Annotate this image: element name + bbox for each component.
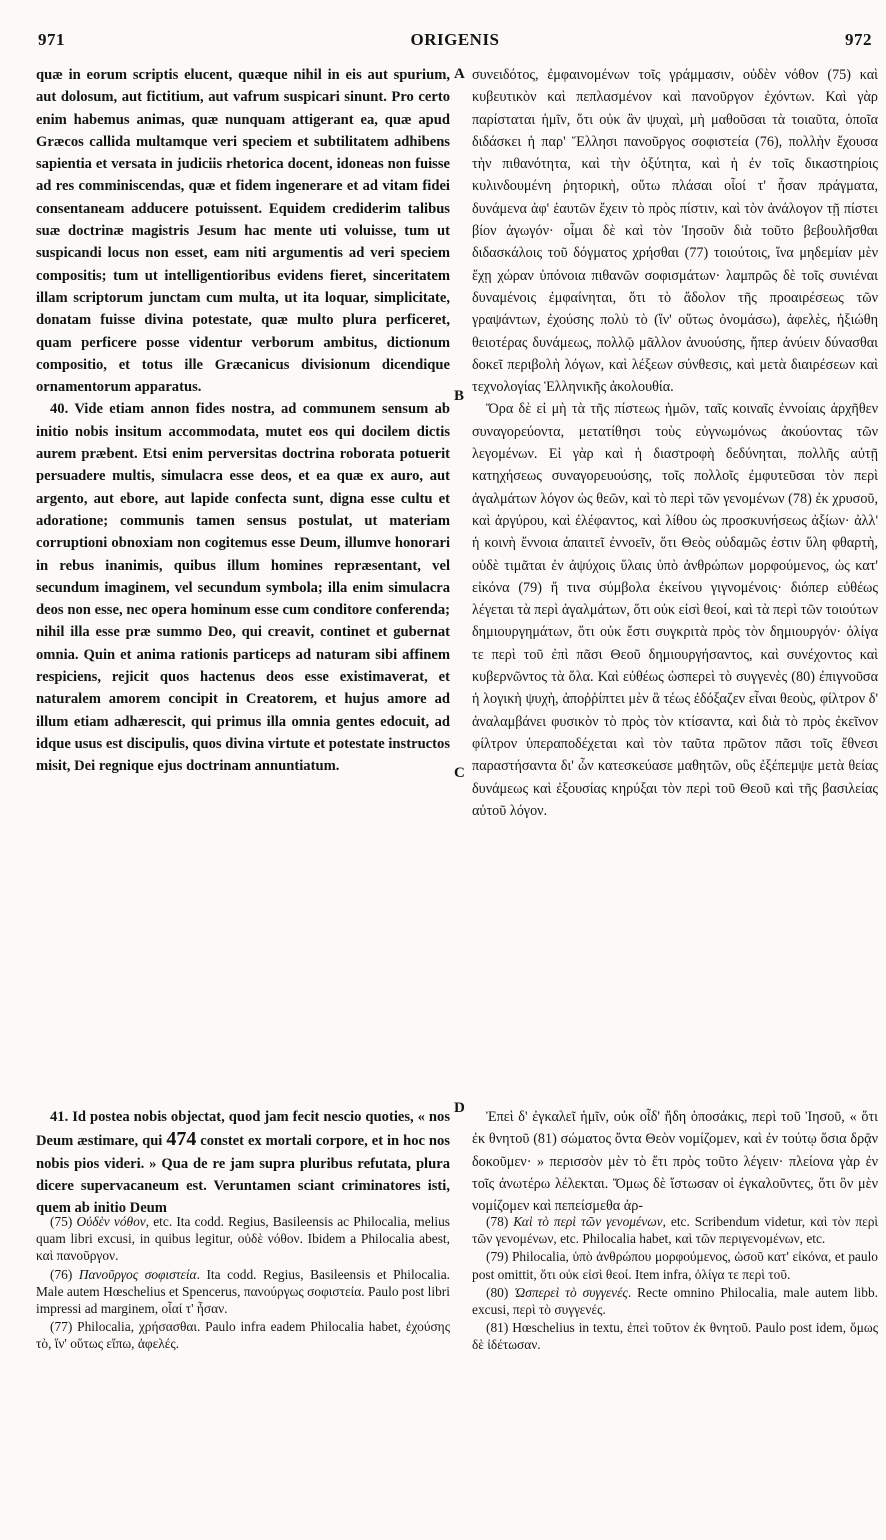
footnote-79: (79) Philocalia, ὑπὸ ἀνθρώπου μορφούμενος, ὡσοῦ κατ' εἰκόνα, et paulo post omittit, ὅτι οὐκ εἰσὶ θεοί. Item infra, ὀλίγα τε περὶ τοῦ. bbox=[472, 1249, 878, 1282]
footnote-78-lemma: Καὶ τὸ περὶ τῶν γενομένων bbox=[513, 1214, 663, 1229]
running-header bbox=[34, 30, 876, 58]
latin-paragraph-41-end: constet ex mortali corpore, et in hoc nos nobis pios videri. » Qua de re jam supra pluribus refutata, plura dicere supervacaneum est. Veruntamen sciant criminatores isti, quem ab initio Deum bbox=[36, 1133, 450, 1217]
section-marker-b: B bbox=[454, 388, 465, 404]
latin-paragraph-40: 40. Vide etiam annon fides nostra, ad communem sensum ab initio nobis insitum accommodata, mutet eos qui docilem dictis aurem præbent. Etsi enim perversitas doctrina roborata potuerit persuadere multis, simulacra esse deos, et ea quæ ex auro, aut argento, aut ebore, aut lapide confecta sunt, digna esse cultu et adoratione; communis tamen sensus postulat, ut materiam corruptioni obnoxiam non cogitemus esse Deum, illumve honorari in rebus inanimis, quibus illum homines repræsentant, vel secundum imaginem, vel secundum symbola; illa enim simulacra deos non esse, nec opera hominum esse cum conditore conferenda; nihil illa esse præ summo Deo, qui creavit, continet et gubernat omnia. Quin et anima rationis particeps ad naturam sibi affinem respiciens, rejicit quos hactenus deos esse existimaverat, et naturalem amorem concipit in Creatorem, et hujus amore ad illum etiam adhærescit, qui primus illa omnia gentes edocuit, ad idque usus est discipulis, quos divina virtute et potestate instructos misit, Dei regnique ejus doctrinam annuntiatum. bbox=[36, 401, 450, 775]
greek-paragraph-1: συνειδότος, ἐμφαινομένων τοῖς γράμμασιν, οὐδὲν νόθον (75) καὶ κυβευτικὸν καὶ πεπλασμένον καὶ πανοῦργον ἐχόντων. Καὶ γὰρ παρίσταται ἡμῖν, ὅτι οὐκ ἂν ψυχαὶ, μὴ μαθοῦσαι τὰ τοιαῦτα, ὁποῖα διδάσκει ἡ παρ' Ἕλλησι πανοῦργος σοφιστεία (76), πολλὴν ἔχουσα τὴν πιθανότητα, καὶ τὴν ὀξύτητα, καὶ ἡ ἐν τοῖς δικαστηρίοις κυλινδουμένη ῥητορικὴ, οὕτω πλάσαι οἷοί τ' ἦσαν πράγματα, δυνάμενα ἀφ' ἑαυτῶν ἔχειν τὸ πρὸς πίστιν, καὶ τὸν ἀνάλογον τῇ πίστει βίον ἀγωγόν· οἶμαι δὲ καὶ τὸν Ἰησοῦν διὰ τοῦτο βεβουλῆσθαι διδασκάλοις τοῦ δόγματος χρήσθαι (77) τοιούτοις, ἵνα μηδεμίαν μὲν ἔχῃ χώραν ὑπόνοια πιθανῶν σοφισμάτων· λαμπρῶς δὲ τοῖς συνιέναι δυναμένοις ἐμφαίνηται, ὅτι τὸ ἄδολον τῆς προαιρέσεως τῶν γραψάντων, ἐχούσης πολὺ τὸ (ἵν' οὕτως ὀνομάσω), ἀφελὲς, ἠξιώθη θειοτέρας δυνάμεως, πολλῷ μᾶλλον ἀνυούσης, ἤπερ ἀνύειν δύνασθαι δοκεῖ περιβολὴ λόγων, καὶ λέξεων σύνθεσις, καὶ μετὰ διαιρέσεων καὶ τεχνολογίας Ἑλληνικῆς ἀκολουθία. bbox=[472, 67, 878, 396]
page-number-left: 971 bbox=[38, 30, 65, 49]
footnote-75: (75) Οὐδὲν νόθον, etc. Ita codd. Regius, Basileensis ac Philocalia, melius quam libri excusi, in quibus legitur, οὐδὲ νόθον. Ibidem a Philocalia abest, καὶ πανοῦργον. bbox=[36, 1214, 450, 1264]
footnotes-left bbox=[36, 1213, 450, 1354]
page-number-right: 972 bbox=[845, 30, 872, 49]
greek-column-section-41 bbox=[472, 1106, 878, 1217]
latin-column-section-41 bbox=[36, 1106, 450, 1219]
footnote-76-lemma: Πανοῦργος σοφιστεία bbox=[78, 1266, 197, 1282]
footnotes-right bbox=[472, 1213, 878, 1355]
greek-paragraph-3: Ἐπεὶ δ' ἐγκαλεῖ ἡμῖν, οὐκ οἶδ' ἤδη ὁποσάκις, περὶ τοῦ Ἰησοῦ, « ὅτι ἐκ θνητοῦ (81) σώματος ὄντα Θεὸν νομίζομεν, καὶ ἐν τούτῳ ὅσια δρᾷν δοκοῦμεν· » περισσὸν μὲν τὸ ἔτι πρὸς τοῦτο λέγειν· πλείονα γὰρ ἐν τοῖς ἀνωτέρω λέλεκται. Ὅμως δὲ ἴστωσαν οἱ ἐγκαλοῦντες, ὅτι ὃν μὲν νομίζομεν καὶ πεπείσμεθα ἀρ- bbox=[472, 1109, 878, 1215]
footnote-78: (78) Καὶ τὸ περὶ τῶν γενομένων, etc. Scribendum videtur, καὶ τὸν περὶ τῶν γενομένων, etc. Philocalia habet, καὶ τῶν περιγενομένων, etc. bbox=[472, 1214, 878, 1247]
footnote-80-lemma: Ὡσπερεὶ τὸ συγγενές bbox=[514, 1284, 628, 1300]
footnote-75-lemma: Οὐδὲν νόθον bbox=[76, 1214, 146, 1229]
footnote-76: (76) Πανοῦργος σοφιστεία. Ita codd. Regius, Basileensis et Philocalia. Male autem Hœschelius et Spencerus, πανούργως σοφιστεία. Paulo post libri impressi ad marginem, οἷαί τ' ἦσαν. bbox=[36, 1266, 450, 1317]
marginal-page-number: 474 bbox=[166, 1128, 197, 1151]
greek-column bbox=[472, 64, 878, 822]
latin-paragraph-41-start: 41. Id postea nobis objectat, quod jam fecit nescio quoties, « nos Deum æstimare, qui bbox=[36, 1109, 450, 1150]
section-marker-a: A bbox=[454, 66, 465, 82]
running-title: ORIGENIS bbox=[410, 30, 500, 49]
latin-paragraph-41 bbox=[36, 1106, 450, 1219]
greek-paragraph-2: Ὅρα δὲ εἰ μὴ τὰ τῆς πίστεως ἡμῶν, ταῖς κοιναῖς ἐννοίαις ἀρχῆθεν συναγορεύοντα, μετατίθησι τοὺς εὐγνωμόνως ἀκούοντας τῶν λεγομένων. Εἰ γὰρ καὶ ἡ διαστροφὴ δεδύνηται, πολλῆς αὐτῇ κατηχήσεως συναγορευούσης, τοῖς πολλοῖς ἐμφυτεῦσαι τὸν περὶ ἀγαλμάτων λόγον ὡς θεῶν, καὶ τὸ περὶ τῶν γενομένων (78) ἐκ χρυσοῦ, καὶ ἀργύρου, καὶ ἐλέφαντος, καὶ λίθου ὡς προσκυνήσεως ἀξίων· ἀλλ' ἡ κοινὴ ἔννοια ἀπαιτεῖ ἐννοεῖν, ὅτι Θεὸς οὐδαμῶς ἐστιν ὕλη φθαρτὴ, οὐδὲ τιμᾶται ἐν ἀψύχοις ὕλαις ὑπὸ ἀνθρώπων μορφούμενος, ὡς κατ' εἰκόνα (79) ἤ τινα σύμβολα ἐκείνου γιγνομένοις· διόπερ εὐθέως λέγεται τὰ περὶ ἀγαλμάτων, ὅτι οὐκ εἰσὶ θεοί, καὶ τὰ περὶ τῶν τοιούτων δημιουργημάτων, ὅτι οὐκ ἔστι συγκριτὰ πρὸς τὸν δημιουργόν· ὀλίγα τε περὶ τοῦ ἐπὶ πᾶσι Θεοῦ δημιουργήσαντος, καὶ συνέχοντος καὶ κυβερνῶντος τὰ ὅλα. Καὶ εὐθέως ὡσπερεὶ τὸ συγγενὲς (80) ἐπιγνοῦσα ἡ λογικὴ ψυχὴ, ἀποῤῥίπτει μὲν ἃ τέως ἐδόξαζεν εἶναι θεοὺς, φίλτρον δ' ἀναλαμβάνει φυσικὸν τὸ πρὸς τὸν κτίσαντα, καὶ διὰ τὸ πρὸς ἐκεῖνον φίλτρον ὑπεραποδέχεται καὶ τὸν ταῦτα πρῶτον πᾶσι τοῖς ἔθνεσι παραστήσαντα δι' ὧν κατεσκεύασε μαθητῶν, οὓς ἐξέπεμψε μετὰ θείας δυνάμεως καὶ ἐξουσίας κηρύξαι τὸν περὶ τοῦ Θεοῦ καὶ τῆς βασιλείας αὐτοῦ λόγον. bbox=[472, 401, 878, 819]
latin-column bbox=[36, 64, 450, 778]
section-marker-c: C bbox=[454, 765, 465, 781]
footnote-80: (80) Ὡσπερεὶ τὸ συγγενές. Recte omnino Philocalia, male autem libb. excusi, περὶ τὸ συγγενές. bbox=[472, 1284, 878, 1318]
footnote-81: (81) Hœschelius in textu, ἐπεὶ τοῦτον ἐκ θνητοῦ. Paulo post idem, ὅμως δὲ ἰδέτωσαν. bbox=[472, 1320, 878, 1353]
section-marker-d: D bbox=[454, 1100, 465, 1116]
footnote-77: (77) Philocalia, χρήσασθαι. Paulo infra eadem Philocalia habet, ἐχούσης τὸ, ἵν' οὕτως εἴπω, ἀφελές. bbox=[36, 1319, 450, 1352]
latin-paragraph-1: quæ in eorum scriptis elucent, quæque nihil in eis aut spurium, aut dolosum, aut fictitium, aut vafrum suspicari sinunt. Pro certo enim habemus animas, quæ nunquam attigerant ea, quæ apud Græcos callida multamque veri speciem et subtilitatem adhibens sapientia et versata in judiciis rhetorica docent, idoneas non fuisse ad res comminiscendas, quæ et fidem ingenerare et ad vitam fidei consentaneam adducere potuissent. Equidem crediderim talibus suæ doctrinæ magistris Jesum hac mente uti voluisse, tum ut suspicandi locus non esset, eam niti argumentis ad veri speciem compositis; tum ut intelligentioribus evidens fieret, sinceritatem illam scriptorum junctam cum multa, ut ita loquar, simplicitate, donatam fuisse divina potestate, quæ multo plura perficeret, quam perficere posse videntur verborum ambitus, dictionum compositio, et totus ille Græcanicus divisionum dicendique ornamentorum apparatus. bbox=[36, 67, 450, 396]
